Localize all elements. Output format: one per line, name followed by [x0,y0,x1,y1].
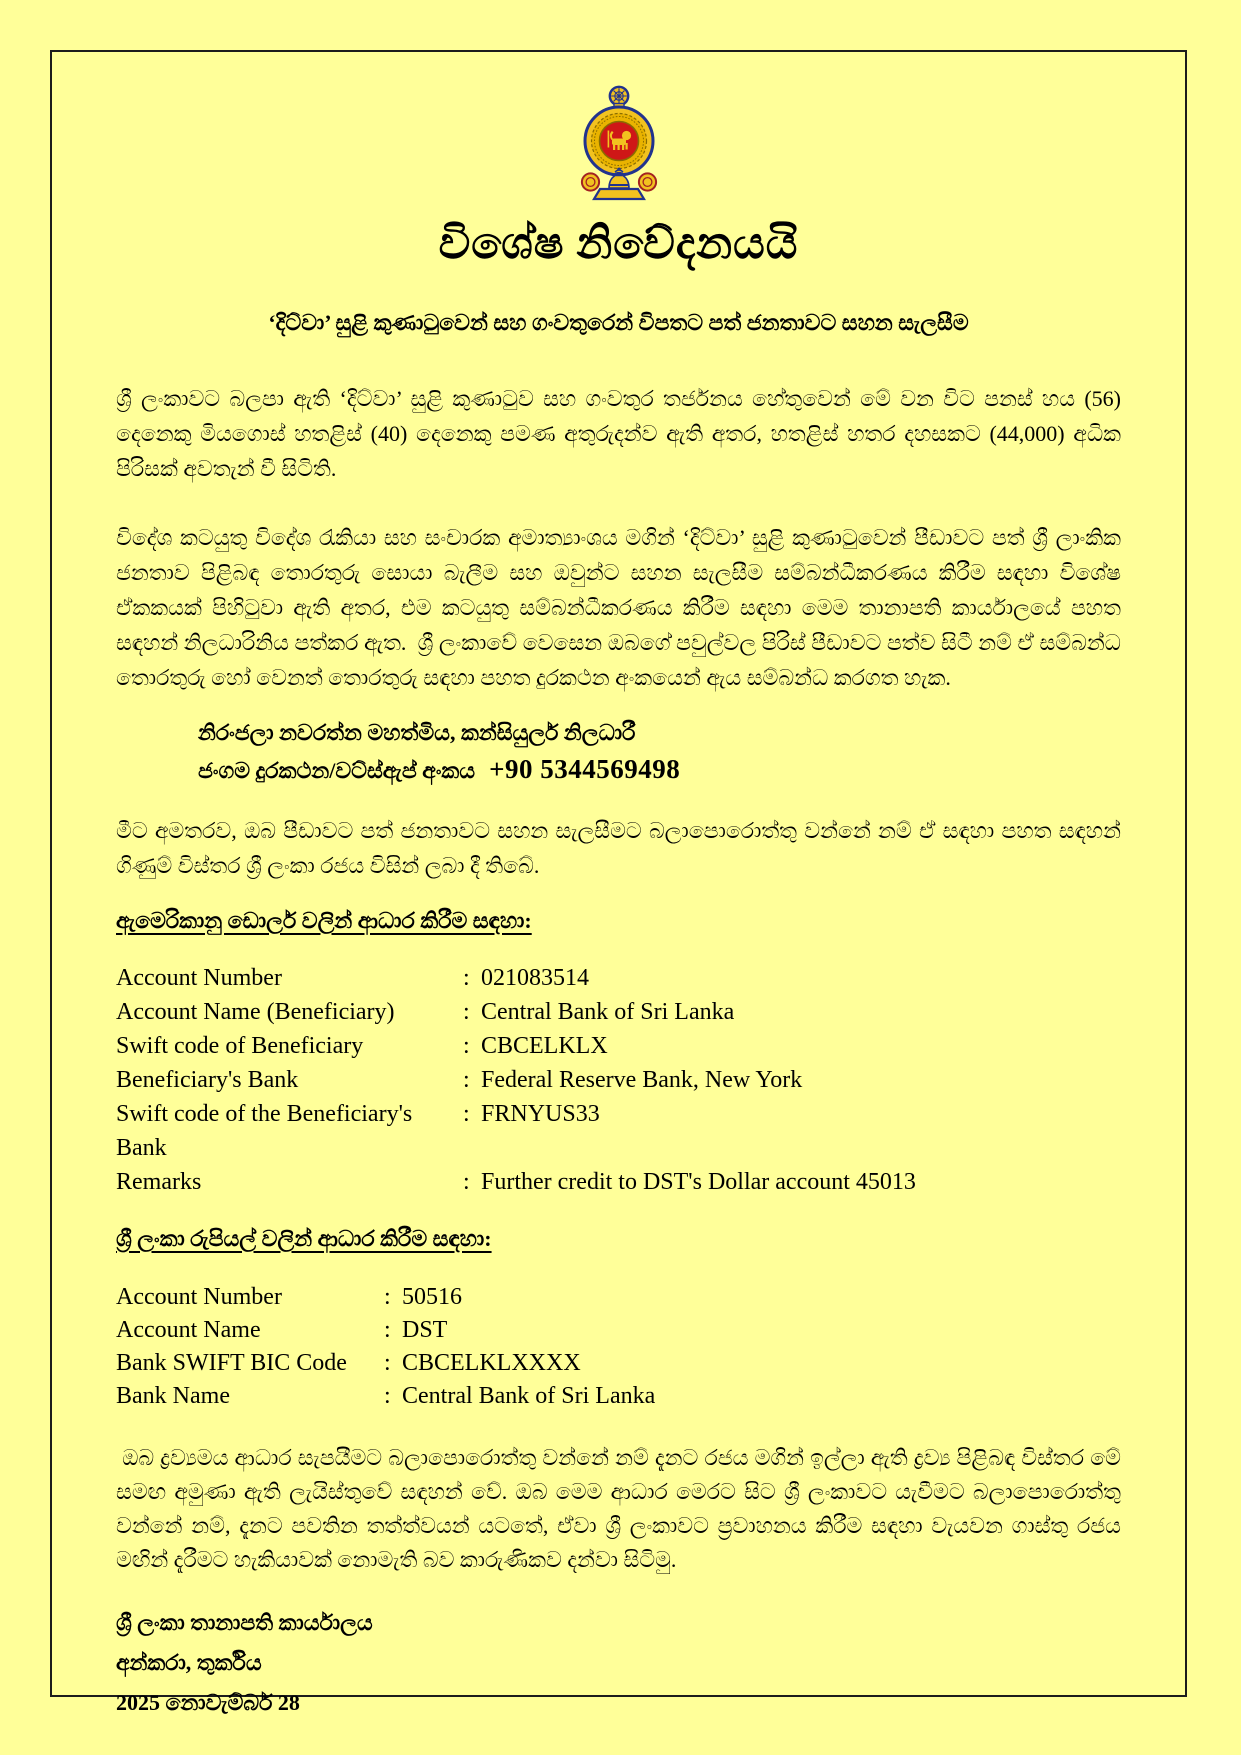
moon-medallion-icon [638,173,655,190]
row-colon: : [463,1169,470,1195]
row-value: 50516 [402,1284,462,1310]
row-colon: : [463,1101,470,1127]
paragraph-disaster-summary: ශ්‍රී ලංකාවට බලපා ඇති ‘දිට්වා’ සුළි කුණාටුව සහ ගංවතුර තර්ජනය හේතුවෙන් මේ වන විට පනස් හය (56) දෙනෙකු මියගොස් හතළිස් (40) දෙනෙකු පමණ අතුරුදන්ව ඇති අතර, හතළිස් හතර දහසකට (44,000) අධික පිරිසක් අවතැන් වී සිටිති. [116,386,1127,481]
usd-section-heading: ඇමෙරිකානු ඩොලර් වලින් ආධාර කිරීම සඳහා: [116,908,532,933]
table-row [116,961,1121,995]
page-title: විශේෂ නිවේදනයයි [438,219,799,268]
row-label: Beneficiary's Bank [116,1067,299,1093]
page-subtitle: ‘දිට්වා’ සුළි කුණාටුවෙන් සහ ගංවතුරෙන් විපතට පත් ජනතාවට සහන සැලසීම [268,310,969,335]
row-value: 021083514 [481,965,589,991]
contact-officer-name: නිරංජලා නවරත්න මහත්මිය, කන්සියුලර් නිලධාරී [198,720,636,745]
page-border-frame [50,50,1187,1715]
row-label: Account Number [116,1284,282,1310]
footer-block [116,1603,1121,1723]
contact-block [198,715,1121,789]
row-label: Swift code of the Beneficiary's Bank [116,1101,413,1161]
row-label: Account Name (Beneficiary) [116,999,395,1025]
row-label: Remarks [116,1169,202,1195]
footer-office: ශ්‍රී ලංකා තානාපති කාර්යාලය [116,1610,373,1635]
row-label: Swift code of Beneficiary [116,1033,364,1059]
row-colon: : [384,1284,391,1310]
usd-account-table [116,961,1121,1199]
row-label: Bank Name [116,1383,230,1409]
row-value: DST [402,1317,448,1343]
table-row [116,995,1121,1029]
dharmachakra-icon [609,87,627,105]
row-value: CBCELKLX [481,1033,608,1059]
table-row [116,1314,1121,1347]
row-value: Further credit to DST's Dollar account 45013 [481,1169,916,1195]
contact-phone-number: +90 5344569498 [489,754,681,784]
row-colon: : [463,1067,470,1093]
row-value: FRNYUS33 [481,1101,600,1127]
table-row [116,1097,1121,1165]
row-value: Central Bank of Sri Lanka [402,1383,656,1409]
contact-phone-line [198,751,1121,789]
row-value: Federal Reserve Bank, New York [481,1067,803,1093]
row-label: Account Name [116,1317,261,1343]
table-row [116,1281,1121,1314]
row-colon: : [384,1317,391,1343]
table-row [116,1029,1121,1063]
sun-medallion-icon [581,173,598,190]
row-colon: : [463,965,470,991]
paragraph-material-aid: ඔබ ද්‍රව්‍යමය ආධාර සැපයීමට බලාපොරොත්තු වන්නේ නම් දැනට රජය මගින් ඉල්ලා ඇති ද්‍රව්‍ය පිළිබඳ විස්තර මේ සමඟ අමුණා ඇති ලැයිස්තුවේ සඳහන් වේ. ඔබ මෙම ආධාර මෙරට සිට ශ්‍රී ලංකාවට යැවීමට බලාපොරොත්තු වන්නේ නම්, දැනට පවතින තත්ත්වයන් යටතේ, ඒවා ශ්‍රී ලංකාවට ප්‍රවාහනය කිරීම සඳහා වැයවන ගාස්තු රජය මඟින් දැරීමට හැකියාවක් නොමැති බව කාරුණිකව දන්වා සිටිමු. [116,1445,1127,1572]
paragraph-donation-intro: මීට අමතරව, ඔබ පීඩාවට පත් ජනතාවට සහන සැලසීමට බලාපොරොත්තු වන්නේ නම් ඒ සඳහා පහත සඳහන් ගිණුම් විස්තර ශ්‍රී ලංකා රජය විසින් ලබා දී තිබේ. [116,818,1127,878]
table-row [116,1380,1121,1413]
table-row [116,1347,1121,1380]
table-row [116,1165,1121,1199]
table-row [116,1063,1121,1097]
lkr-account-table [116,1281,1121,1413]
row-colon: : [463,999,470,1025]
row-label: Account Number [116,965,282,991]
lkr-section-heading: ශ්‍රී ලංකා රුපියල් වලින් ආධාර කිරීම සඳහා: [116,1226,492,1251]
footer-location: අන්කරා, තුර්කිය [116,1650,262,1675]
row-colon: : [463,1033,470,1059]
paragraph-ministry-unit: විදේශ කටයුතු විදේශ රැකියා සහ සංචාරක අමාත්‍යාංශය මගින් ‘දිට්වා’ සුළි කුණාටුවෙන් පීඩාවට පත් ශ්‍රී ලාංකික ජනතාව පිළිබඳ තොරතුරු සොයා බැලීම සහ ඔවුන්ට සහන සැලසීම සම්බන්ධීකරණය කිරීම සඳහා විශේෂ ඒකකයක් පිහිටුවා ඇති අතර, එම කටයුතු සම්බන්ධීකරණය කිරීම සඳහා මෙම තානාපති කාර්යාලයේ පහත සඳහන් නිලධාරිනිය පත්කර ඇත. ශ්‍රී ලංකාවේ වෙසෙන ඔබගේ පවුල්වල පිරිස් පීඩාවට පත්ව සිටී නම් ඒ සම්බන්ධ තොරතුරු හෝ වෙනත් තොරතුරු සඳහා පහත දුරකථන අංකයෙන් ඇය සම්බන්ධ කරගත හැක. [116,525,1127,690]
row-value: CBCELKLXXXX [402,1350,581,1376]
row-label: Bank SWIFT BIC Code [116,1350,347,1376]
footer-date: 2025 නොවැම්බර් 28 [116,1690,300,1715]
row-colon: : [384,1383,391,1409]
row-colon: : [384,1350,391,1376]
row-value: Central Bank of Sri Lanka [481,999,735,1025]
sri-lanka-state-emblem-icon [569,85,669,201]
contact-phone-label: ජංගම දුරකථන/වට්ස්ඇප් අංකය [198,758,476,783]
